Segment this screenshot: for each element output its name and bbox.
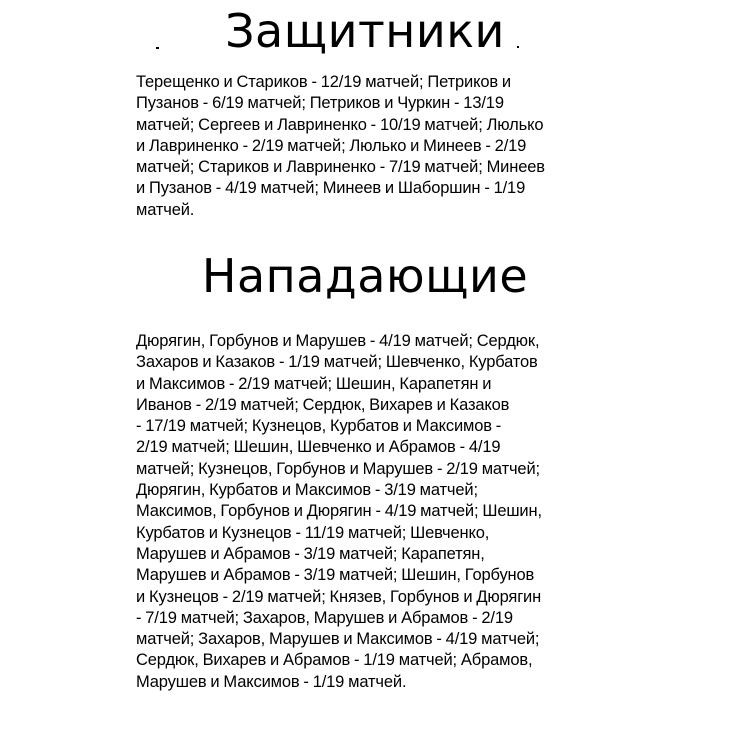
- defenders-heading: Защитники: [225, 4, 505, 58]
- forwards-heading: Нападающие: [201, 249, 529, 303]
- stray-mark-right: [517, 46, 519, 48]
- defenders-pairs-text: Терещенко и Стариков - 12/19 матчей; Петриков и Пузанов - 6/19 матчей; Петриков и Чуркин - 13/19 матчей; Сергеев и Лавриненко - 10/19 матчей; Люлько и Лавриненко - 2/19 матчей; Люлько и Минеев - 2/19 матчей; Стариков и Лавриненко - 7/19 матчей; Минеев и Пузанов - 4/19 матчей; Минеев и Шаборшин - 1/19 матчей.: [136, 73, 545, 219]
- forwards-trios-text: Дюрягин, Горбунов и Марушев - 4/19 матчей; Сердюк, Захаров и Казаков - 1/19 матчей; Шевченко, Курбатов и Максимов - 2/19 матчей; Шешин, Карапетян и Иванов - 2/19 матчей; Сердюк, Вихарев и Казаков - 17/19 матчей; Кузнецов, Курбатов и Максимов - 2/19 матчей; Шешин, Шевченко и Абрамов - 4/19 матчей; Кузнецов, Горбунов и Марушев - 2/19 матчей; Дюрягин, Курбатов и Максимов - 3/19 матчей; Максимов, Горбунов и Дюрягин - 4/19 матчей; Шешин, Курбатов и Кузнецов - 11/19 матчей; Шевченко, Марушев и Абрамов - 3/19 матчей; Карапетян, Марушев и Абрамов - 3/19 матчей; Шешин, Горбунов и Кузнецов - 2/19 матчей; Князев, Горбунов и Дюрягин - 7/19 матчей; Захаров, Марушев и Абрамов - 2/19 матчей; Захаров, Марушев и Максимов - 4/19 матчей; Сердюк, Вихарев и Абрамов - 1/19 матчей; Абрамов, Марушев и Максимов - 1/19 матчей.: [136, 332, 542, 691]
